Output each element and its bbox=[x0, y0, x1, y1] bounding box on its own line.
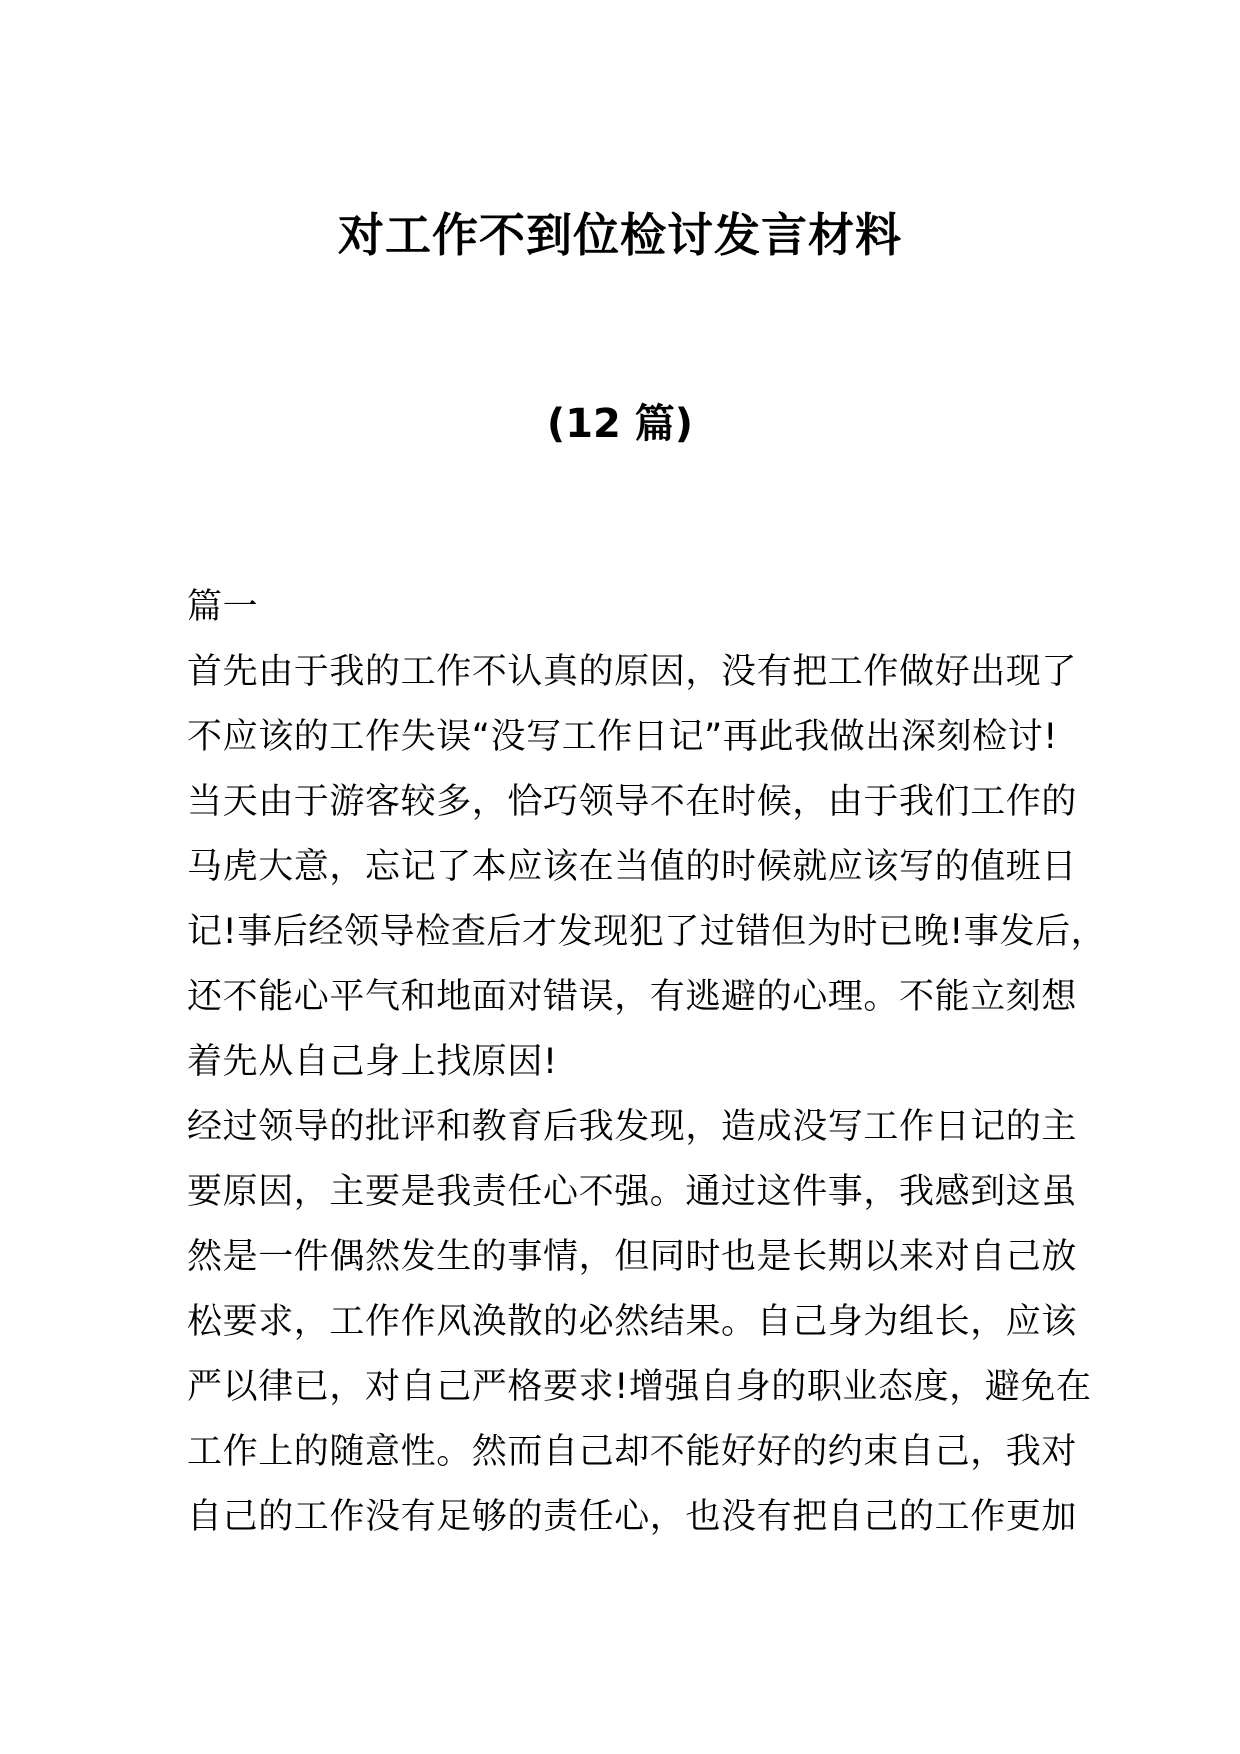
document-subtitle: (12 篇) bbox=[546, 401, 694, 447]
body-line: 着先从自己身上找原因! bbox=[187, 1042, 558, 1082]
body-line: 要原因，主要是我责任心不强。通过这件事，我感到这虽 bbox=[187, 1172, 1078, 1212]
body-line: 马虎大意，忘记了本应该在当值的时候就应该写的值班日 bbox=[187, 847, 1078, 887]
body-line: 经过领导的批评和教育后我发现，造成没写工作日记的主 bbox=[187, 1107, 1078, 1147]
body-line: 首先由于我的工作不认真的原因，没有把工作做好出现了 bbox=[187, 652, 1078, 692]
section-heading: 篇一 bbox=[187, 587, 259, 627]
body-line: 然是一件偶然发生的事情，但同时也是长期以来对自己放 bbox=[187, 1237, 1078, 1277]
body-line: 自己的工作没有足够的责任心，也没有把自己的工作更加 bbox=[187, 1497, 1078, 1537]
body-line: 还不能心平气和地面对错误，有逃避的心理。不能立刻想 bbox=[187, 977, 1078, 1017]
body-line: 严以律已，对自己严格要求!增强自身的职业态度，避免在 bbox=[187, 1367, 1092, 1407]
body-line: 不应该的工作失误“没写工作日记”再此我做出深刻检讨! bbox=[187, 717, 1058, 757]
document-body bbox=[187, 575, 1107, 1550]
body-line: 记!事后经领导检查后才发现犯了过错但为时已晚!事发后， bbox=[187, 912, 1107, 952]
document-title: 对工作不到位检讨发言材料 bbox=[338, 208, 902, 262]
body-line: 工作上的随意性。然而自己却不能好好的约束自己，我对 bbox=[187, 1432, 1078, 1472]
body-line: 松要求，工作作风涣散的必然结果。自己身为组长，应该 bbox=[187, 1302, 1078, 1342]
body-line: 当天由于游客较多，恰巧领导不在时候，由于我们工作的 bbox=[187, 782, 1078, 822]
